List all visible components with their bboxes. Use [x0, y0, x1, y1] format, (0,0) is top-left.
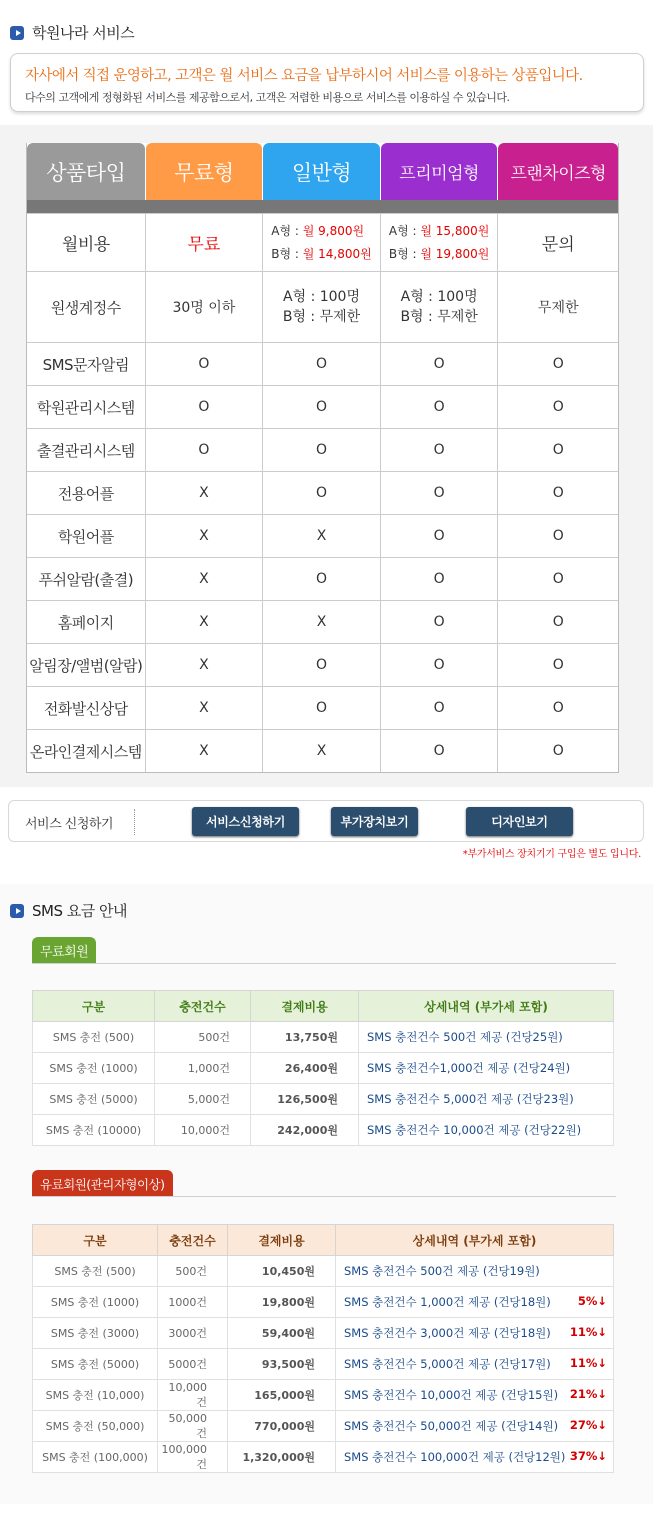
plan-header-4: 프랜차이즈형 [498, 143, 618, 200]
feature-name: 온라인결제시스템 [29, 742, 142, 761]
package-count: 3000건 [158, 1318, 228, 1349]
feature-availability: O [380, 601, 498, 643]
header-divider-bar [27, 200, 618, 213]
discount-badge: 5%↓ [577, 1294, 607, 1308]
feature-row [27, 342, 618, 385]
apply-separator [134, 809, 135, 835]
plan-header-2: 일반형 [263, 143, 380, 200]
feature-availability: O [497, 558, 618, 600]
students-premium: A형 : 100명 B형 : 무제한 [380, 272, 498, 342]
fee-premium: A형 : 월 15,800원 B형 : 월 19,800원 [388, 223, 490, 261]
package-detail [336, 1256, 614, 1287]
intro-line-1: 자사에서 직접 운영하고, 고객은 월 서비스 요금을 납부하시어 서비스를 이용하는 상품입니다. [25, 68, 583, 84]
package-detail [336, 1442, 614, 1473]
feature-row [27, 643, 618, 686]
feature-availability: X [145, 515, 263, 557]
feature-availability: X [145, 687, 263, 729]
feature-availability: O [145, 386, 263, 428]
free-member-tab: 무료회원 [32, 937, 96, 964]
package-name: SMS 충전 (50,000) [33, 1411, 158, 1442]
package-name: SMS 충전 (1000) [33, 1287, 158, 1318]
package-detail [359, 1115, 614, 1146]
detail-text: SMS 충전건수 10,000건 제공 (건당22원) [367, 1123, 582, 1137]
table-row [33, 1115, 614, 1146]
detail-text: SMS 충전건수 10,000건 제공 (건당15원) [344, 1388, 559, 1402]
table-row [33, 1256, 614, 1287]
feature-availability: O [497, 472, 618, 514]
package-count: 1000건 [158, 1287, 228, 1318]
package-price: 26,400원 [251, 1053, 359, 1084]
table-row [33, 1442, 614, 1473]
package-price: 13,750원 [251, 1022, 359, 1053]
discount-badge: 11%↓ [569, 1325, 607, 1339]
feature-availability: O [497, 515, 618, 557]
package-price: 242,000원 [251, 1115, 359, 1146]
package-count: 10,000건 [155, 1115, 251, 1146]
feature-availability: O [262, 343, 380, 385]
free-table-header: 구분 충전건수 결제비용 상세내역 (부가세 포함) [33, 991, 614, 1022]
feature-availability: O [262, 472, 380, 514]
feature-availability: X [262, 515, 380, 557]
package-count: 5000건 [158, 1349, 228, 1380]
students-general: A형 : 100명 B형 : 무제한 [262, 272, 380, 342]
feature-name: 출결관리시스템 [36, 441, 135, 460]
feature-availability: O [262, 386, 380, 428]
fee-free: 무료 [145, 214, 263, 271]
addon-note: *부가서비스 장치기기 구입은 별도 입니다. [462, 849, 641, 860]
table-row [33, 1318, 614, 1349]
paid-tab-line [32, 1196, 616, 1197]
detail-text: SMS 충전건수 3,000건 제공 (건당18원) [344, 1326, 551, 1340]
detail-text: SMS 충전건수 1,000건 제공 (건당18원) [344, 1295, 551, 1309]
package-detail [336, 1411, 614, 1442]
paid-table-header: 구분 충전건수 결제비용 상세내역 (부가세 포함) [33, 1225, 614, 1256]
feature-availability: O [380, 343, 498, 385]
feature-name: SMS문자알림 [42, 355, 130, 374]
plan-header-1: 무료형 [146, 143, 263, 200]
plan-header-0: 상품타입 [27, 143, 145, 200]
feature-row [27, 557, 618, 600]
feature-availability: O [380, 558, 498, 600]
feature-availability: O [380, 687, 498, 729]
package-name: SMS 충전 (500) [33, 1256, 158, 1287]
package-detail [359, 1022, 614, 1053]
detail-text: SMS 충전건수 5,000건 제공 (건당23원) [367, 1092, 574, 1106]
package-price: 126,500원 [251, 1084, 359, 1115]
package-count: 100,000건 [158, 1442, 228, 1473]
package-price: 19,800원 [228, 1287, 336, 1318]
feature-name: 푸쉬알람(출결) [38, 570, 134, 589]
free-sms-table [32, 990, 614, 1146]
package-count: 10,000건 [158, 1380, 228, 1411]
feature-availability: O [145, 429, 263, 471]
package-detail [336, 1349, 614, 1380]
package-count: 1,000건 [155, 1053, 251, 1084]
feature-rows [27, 342, 618, 772]
students-row [27, 271, 618, 342]
feature-availability: X [145, 601, 263, 643]
students-free: 30명 이하 [145, 272, 263, 342]
feature-availability: X [145, 472, 263, 514]
feature-name: 홈페이지 [57, 613, 114, 632]
feature-name: 알림장/앨범(알람) [29, 656, 143, 675]
feature-availability: O [262, 429, 380, 471]
package-name: SMS 충전 (10,000) [33, 1380, 158, 1411]
fee-row [27, 213, 618, 271]
feature-availability: O [497, 386, 618, 428]
paid-sms-table [32, 1224, 614, 1473]
feature-row [27, 514, 618, 557]
design-view-button[interactable]: 디자인보기 [466, 807, 573, 836]
feature-availability: O [497, 429, 618, 471]
feature-row [27, 428, 618, 471]
package-price: 165,000원 [228, 1380, 336, 1411]
fee-franchise: 문의 [497, 214, 618, 271]
package-detail [359, 1053, 614, 1084]
feature-name: 학원어플 [57, 527, 114, 546]
free-tab-line [32, 963, 616, 964]
discount-badge: 11%↓ [569, 1356, 607, 1370]
feature-availability: X [145, 730, 263, 772]
service-intro-box [10, 53, 644, 112]
package-detail [359, 1084, 614, 1115]
feature-availability: O [380, 429, 498, 471]
sms-section-title: SMS 요금 안내 [10, 900, 127, 921]
paid-member-tab: 유료회원(관리자형이상) [32, 1170, 173, 1197]
package-price: 93,500원 [228, 1349, 336, 1380]
package-detail [336, 1380, 614, 1411]
feature-availability: X [262, 601, 380, 643]
bullet-icon [10, 904, 24, 918]
feature-row [27, 471, 618, 514]
service-apply-bar [8, 800, 644, 842]
feature-availability: O [262, 644, 380, 686]
feature-availability: X [145, 644, 263, 686]
table-row [33, 1411, 614, 1442]
package-count: 5,000건 [155, 1084, 251, 1115]
feature-availability: O [497, 687, 618, 729]
feature-availability: O [262, 687, 380, 729]
discount-badge: 21%↓ [569, 1387, 607, 1401]
feature-name: 학원관리시스템 [36, 398, 135, 417]
package-price: 1,320,000원 [228, 1442, 336, 1473]
feature-availability: O [380, 515, 498, 557]
feature-row [27, 600, 618, 643]
feature-availability: O [497, 601, 618, 643]
students-franchise: 무제한 [497, 272, 618, 342]
discount-badge: 37%↓ [569, 1449, 607, 1463]
detail-text: SMS 충전건수 5,000건 제공 (건당17원) [344, 1357, 551, 1371]
bullet-icon [10, 26, 24, 40]
students-label: 원생계정수 [50, 298, 121, 317]
table-row [33, 1084, 614, 1115]
fee-general: A형 : 월 9,800원 B형 : 월 14,800원 [271, 223, 372, 261]
plan-comparison-table [26, 143, 619, 773]
package-name: SMS 충전 (10000) [33, 1115, 155, 1146]
feature-availability: O [497, 343, 618, 385]
table-row [33, 1053, 614, 1084]
feature-availability: O [380, 386, 498, 428]
discount-badge: 27%↓ [569, 1418, 607, 1432]
table-row [33, 1380, 614, 1411]
package-name: SMS 충전 (5000) [33, 1084, 155, 1115]
feature-availability: O [262, 558, 380, 600]
package-name: SMS 충전 (500) [33, 1022, 155, 1053]
package-price: 10,450원 [228, 1256, 336, 1287]
package-detail [336, 1287, 614, 1318]
package-detail [336, 1318, 614, 1349]
package-name: SMS 충전 (100,000) [33, 1442, 158, 1473]
fee-label: 월비용 [61, 235, 110, 255]
table-row [33, 1287, 614, 1318]
detail-text: SMS 충전건수 500건 제공 (건당25원) [367, 1030, 563, 1044]
package-price: 59,400원 [228, 1318, 336, 1349]
package-count: 500건 [155, 1022, 251, 1053]
service-section-title: 학원나라 서비스 [10, 22, 134, 43]
package-name: SMS 충전 (1000) [33, 1053, 155, 1084]
feature-availability: O [497, 644, 618, 686]
detail-text: SMS 충전건수 50,000건 제공 (건당14원) [344, 1419, 559, 1433]
detail-text: SMS 충전건수1,000건 제공 (건당24원) [367, 1061, 571, 1075]
feature-availability: O [380, 472, 498, 514]
service-apply-button[interactable]: 서비스신청하기 [192, 807, 299, 836]
feature-availability: O [497, 730, 618, 772]
feature-row [27, 686, 618, 729]
package-count: 500건 [158, 1256, 228, 1287]
detail-text: SMS 충전건수 500건 제공 (건당19원) [344, 1264, 540, 1278]
package-count: 50,000건 [158, 1411, 228, 1442]
feature-availability: O [380, 730, 498, 772]
table-row [33, 1022, 614, 1053]
addon-devices-button[interactable]: 부가장치보기 [331, 807, 418, 836]
feature-availability: O [145, 343, 263, 385]
feature-name: 전용어플 [57, 484, 114, 503]
package-name: SMS 충전 (5000) [33, 1349, 158, 1380]
intro-line-2: 다수의 고객에게 정형화된 서비스를 제공함으로서, 고객은 저렴한 비용으로 서비스를 이용하실 수 있습니다. [25, 91, 510, 104]
package-name: SMS 충전 (3000) [33, 1318, 158, 1349]
apply-label: 서비스 신청하기 [25, 817, 114, 832]
feature-availability: O [380, 644, 498, 686]
feature-row [27, 385, 618, 428]
package-price: 770,000원 [228, 1411, 336, 1442]
feature-row [27, 729, 618, 772]
feature-availability: X [262, 730, 380, 772]
plan-header-3: 프리미엄형 [381, 143, 498, 200]
feature-name: 전화발신상담 [43, 699, 128, 718]
detail-text: SMS 충전건수 100,000건 제공 (건당12원) [344, 1450, 566, 1464]
plan-header-row [27, 143, 618, 200]
table-row [33, 1349, 614, 1380]
feature-availability: X [145, 558, 263, 600]
